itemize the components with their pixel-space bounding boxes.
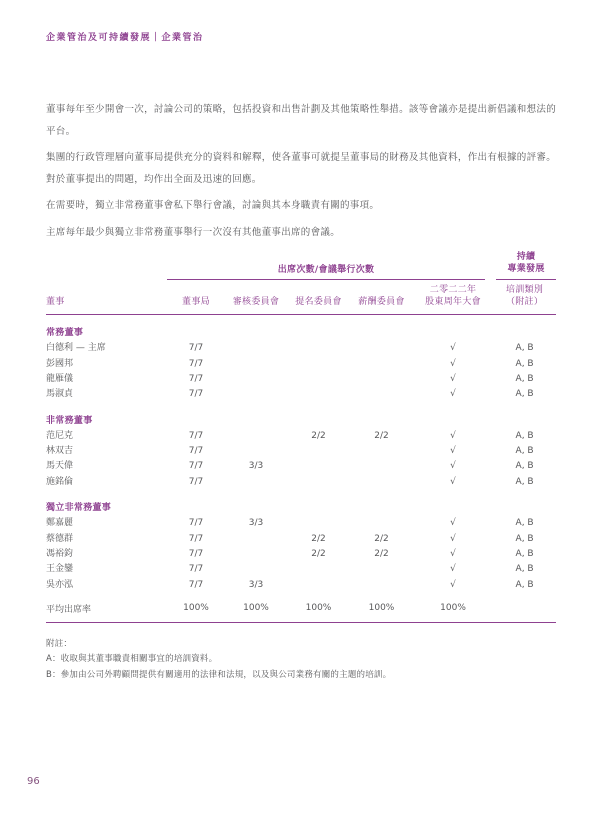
director-name: 龍雁儀 (46, 373, 74, 384)
attendance-cell: A, B (515, 343, 534, 354)
attendance-cell (287, 516, 350, 531)
notes-title: 附註： (46, 638, 73, 649)
director-row (46, 578, 556, 593)
paragraph: 集團的行政管理層向董事局提供充分的資料和解釋，使各董事可就提呈董事局的財務及其他資料，作出有根據的評審。對於董事提出的問題，均作出全面及迅速的回應。 (46, 152, 556, 185)
attendance-cell (287, 562, 350, 577)
attendance-cell: 7/7 (188, 518, 204, 529)
director-row (46, 387, 556, 402)
attendance-cell: A, B (515, 579, 534, 590)
section-row (46, 403, 556, 429)
agm-line2: 股東周年大會 (425, 296, 481, 307)
group-header-attendance (167, 252, 493, 280)
attendance-cell: A, B (515, 518, 534, 529)
attendance-cell: 7/7 (188, 564, 204, 575)
attendance-cell: 2/2 (374, 548, 389, 559)
attendance-cell: 7/7 (188, 579, 204, 590)
page-number: 96 (27, 776, 40, 787)
attendance-cell (287, 475, 350, 490)
attendance-cell (225, 429, 287, 444)
attendance-cell (350, 444, 413, 459)
attendance-cell (350, 387, 413, 402)
attendance-cell: √ (450, 389, 456, 400)
attendance-cell (350, 341, 413, 356)
director-name: 馬淑貞 (46, 389, 74, 400)
section-row (46, 315, 556, 342)
attendance-cell (350, 516, 413, 531)
attendance-cell: 100% (225, 593, 287, 623)
section-row (46, 490, 556, 516)
director-row (46, 356, 556, 371)
attendance-cell: A, B (515, 564, 534, 575)
attendance-cell (225, 547, 287, 562)
attendance-cell: 7/7 (188, 430, 204, 441)
attendance-cell: 7/7 (188, 461, 204, 472)
attendance-cell: 2/2 (374, 430, 389, 441)
attendance-cell: 7/7 (188, 446, 204, 457)
attendance-cell: 7/7 (188, 476, 204, 487)
attendance-cell: 7/7 (188, 389, 204, 400)
attendance-cell: 7/7 (188, 358, 204, 369)
director-name: 林双吉 (46, 446, 74, 457)
group-header-label: 出席次數/會議舉行次數 (167, 262, 485, 280)
attendance-cell (225, 531, 287, 546)
section-title: 常務董事 (46, 328, 84, 338)
training-line1: 培訓類別 (505, 285, 544, 295)
paragraph: 在需要時，獨立非常務董事會私下舉行會議，討論與其本身職責有關的事項。 (46, 200, 380, 211)
table-body (46, 315, 556, 623)
attendance-cell: 2/2 (311, 430, 326, 441)
attendance-cell: 7/7 (188, 548, 204, 559)
attendance-cell (287, 372, 350, 387)
director-name: 吳亦泓 (46, 579, 74, 590)
attendance-cell (287, 341, 350, 356)
attendance-cell (225, 356, 287, 371)
training-line2: （附註） (505, 296, 544, 307)
director-name: 彭國邦 (46, 358, 74, 369)
attendance-cell: 100% (287, 593, 350, 623)
table-header (46, 252, 556, 315)
director-name: 馬天偉 (46, 461, 74, 472)
note-line: A：收取與其董事職責相關事宜的培訓資料。 (46, 654, 218, 665)
attendance-cell: √ (450, 548, 456, 559)
director-name: 施銘倫 (46, 476, 74, 487)
column-header-agm (413, 280, 493, 315)
director-row (46, 475, 556, 490)
section-title: 獨立非常務董事 (46, 503, 112, 513)
attendance-cell: √ (450, 579, 456, 590)
attendance-cell: √ (450, 430, 456, 441)
column-header-nomination: 提名委員會 (287, 280, 350, 315)
attendance-cell: A, B (515, 446, 534, 457)
attendance-cell: √ (450, 373, 456, 384)
cpd-line2: 專業發展 (507, 263, 545, 274)
attendance-cell: A, B (515, 548, 534, 559)
director-row (46, 547, 556, 562)
note-line: B：參加由公司外聘顧問提供有關適用的法律和法規，以及與公司業務有關的主題的培訓。 (46, 669, 392, 680)
director-name: 王金鑾 (46, 564, 74, 575)
director-name: 馮裕鈞 (46, 548, 74, 559)
attendance-cell (350, 459, 413, 474)
group-header-cpd (493, 252, 556, 280)
attendance-cell (225, 475, 287, 490)
attendance-cell: 3/3 (248, 518, 264, 529)
column-header-board: 董事局 (167, 280, 225, 315)
director-row (46, 341, 556, 356)
header-spacer (46, 252, 167, 280)
attendance-cell: √ (450, 446, 456, 457)
attendance-cell: A, B (515, 430, 534, 441)
attendance-cell (225, 387, 287, 402)
attendance-cell (225, 562, 287, 577)
attendance-cell: 3/3 (248, 579, 264, 590)
column-header-audit: 審核委員會 (225, 280, 287, 315)
attendance-cell: 3/3 (248, 461, 264, 472)
attendance-cell: √ (450, 518, 456, 529)
attendance-cell (350, 562, 413, 577)
attendance-cell: A, B (515, 358, 534, 369)
director-name: 范尼克 (46, 430, 74, 441)
attendance-cell: 2/2 (374, 533, 389, 544)
director-name: 蔡德群 (46, 533, 74, 544)
director-name: 白德利 — 主席 (46, 343, 106, 354)
attendance-cell (350, 475, 413, 490)
cpd-line1: 持續 (516, 252, 536, 262)
attendance-cell (493, 593, 556, 623)
attendance-cell: √ (450, 461, 456, 472)
attendance-cell: 7/7 (188, 533, 204, 544)
column-header-training (493, 280, 556, 315)
paragraph: 董事每年至少開會一次，討論公司的策略，包括投資和出售計劃及其他策略性舉措。該等會議亦是提出新倡議和想法的平台。 (46, 104, 556, 137)
attendance-cell: √ (450, 533, 456, 544)
attendance-cell (287, 444, 350, 459)
director-row (46, 372, 556, 387)
average-attendance-row (46, 593, 556, 623)
attendance-cell (287, 387, 350, 402)
paragraph: 主席每年最少與獨立非常務董事舉行一次沒有其他董事出席的會議。 (46, 226, 341, 238)
attendance-cell: √ (450, 358, 456, 369)
attendance-cell (225, 341, 287, 356)
attendance-table (46, 252, 556, 623)
body-paragraphs (46, 99, 556, 243)
running-header: 企業管治及可持續發展｜企業管治 (46, 33, 204, 43)
attendance-cell: 100% (350, 593, 413, 623)
attendance-cell (287, 578, 350, 593)
agm-line1: 二零二二年 (429, 285, 477, 295)
attendance-cell: 2/2 (311, 533, 326, 544)
director-row (46, 516, 556, 531)
attendance-cell (225, 372, 287, 387)
attendance-cell (225, 444, 287, 459)
attendance-cell (287, 356, 350, 371)
director-row (46, 429, 556, 444)
column-header-director: 董事 (46, 280, 167, 315)
attendance-cell: √ (450, 343, 456, 354)
attendance-cell: √ (450, 564, 456, 575)
director-row (46, 459, 556, 474)
attendance-cell (287, 459, 350, 474)
notes-block (46, 637, 556, 684)
attendance-cell: A, B (515, 389, 534, 400)
director-row (46, 562, 556, 577)
section-title: 非常務董事 (46, 415, 93, 426)
director-row (46, 531, 556, 546)
attendance-cell: 2/2 (311, 548, 326, 559)
attendance-cell: 7/7 (188, 373, 204, 384)
attendance-cell: √ (450, 476, 456, 487)
attendance-cell (350, 372, 413, 387)
attendance-cell: A, B (515, 533, 534, 544)
attendance-cell (350, 578, 413, 593)
attendance-cell (350, 356, 413, 371)
cpd-header-label (496, 252, 556, 280)
director-name: 鄭嘉麗 (46, 518, 74, 529)
director-name: 平均出席率 (46, 593, 167, 623)
attendance-cell: 100% (167, 593, 225, 623)
page-content (46, 30, 556, 683)
attendance-cell: 7/7 (188, 343, 204, 354)
column-header-remuneration: 薪酬委員會 (350, 280, 413, 315)
attendance-cell: A, B (515, 476, 534, 487)
attendance-cell: A, B (515, 373, 534, 384)
director-row (46, 444, 556, 459)
attendance-cell: 100% (413, 593, 493, 623)
attendance-cell: A, B (515, 461, 534, 472)
